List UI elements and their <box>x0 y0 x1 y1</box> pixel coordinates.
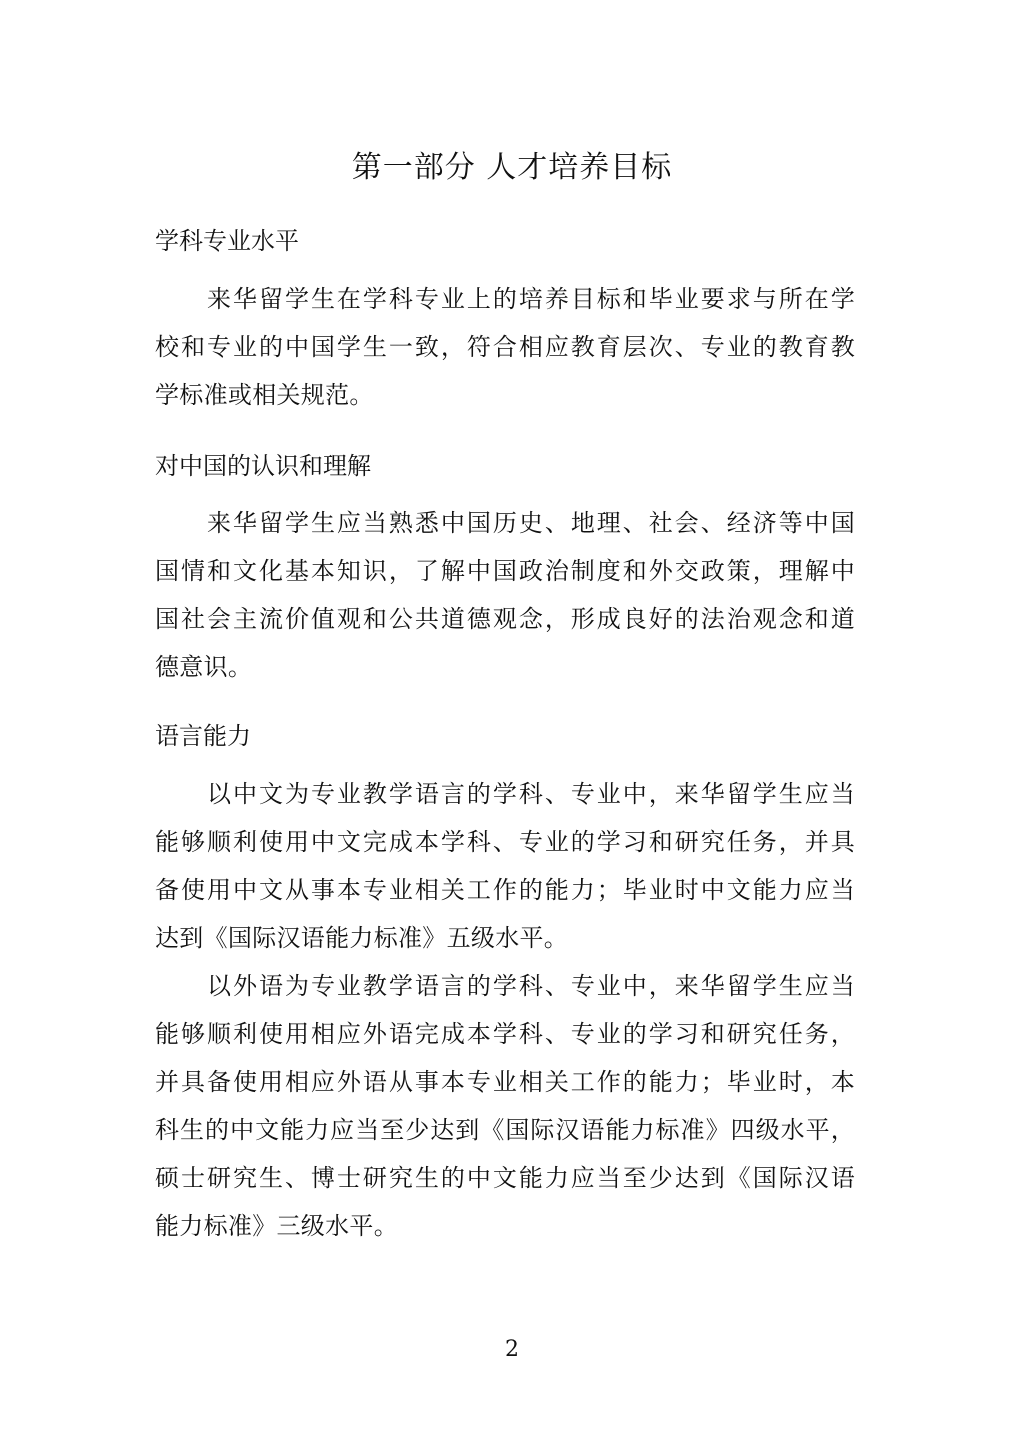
paragraph-line: 能力标准》三级水平。 <box>155 1212 398 1240</box>
paragraph-line: 能够顺利使用相应外语完成本学科、专业的学习和研究任务， <box>155 1020 855 1048</box>
paragraph-line: 能够顺利使用中文完成本学科、专业的学习和研究任务，并具 <box>155 828 855 856</box>
paragraph-line: 国情和文化基本知识，了解中国政治制度和外交政策，理解中 <box>155 557 855 585</box>
paragraph-line: 来华留学生应当熟悉中国历史、地理、社会、经济等中国 <box>207 509 855 537</box>
paragraph-line: 以中文为专业教学语言的学科、专业中，来华留学生应当 <box>207 780 855 808</box>
paragraph-line: 科生的中文能力应当至少达到《国际汉语能力标准》四级水平， <box>155 1116 855 1144</box>
page-title: 第一部分 人才培养目标 <box>351 150 673 185</box>
section-heading-subject-level: 学科专业水平 <box>155 227 299 255</box>
paragraph-line: 德意识。 <box>155 653 253 681</box>
paragraph-line: 学标准或相关规范。 <box>155 381 374 409</box>
paragraph-foreign-language-taught <box>155 969 855 1257</box>
paragraph-line: 硕士研究生、博士研究生的中文能力应当至少达到《国际汉语 <box>155 1164 855 1192</box>
paragraph-understanding-china <box>155 506 855 698</box>
section-heading-language-ability: 语言能力 <box>155 722 251 750</box>
paragraph-line: 校和专业的中国学生一致，符合相应教育层次、专业的教育教 <box>155 333 855 361</box>
paragraph-line: 达到《国际汉语能力标准》五级水平。 <box>155 924 569 952</box>
section-heading-understanding-china: 对中国的认识和理解 <box>155 452 371 480</box>
paragraph-subject-level <box>155 282 855 426</box>
paragraph-chinese-taught <box>155 777 855 969</box>
paragraph-line: 以外语为专业教学语言的学科、专业中，来华留学生应当 <box>207 972 855 1000</box>
paragraph-line: 来华留学生在学科专业上的培养目标和毕业要求与所在学 <box>207 285 855 313</box>
paragraph-line: 备使用中文从事本专业相关工作的能力；毕业时中文能力应当 <box>155 876 855 904</box>
paragraph-line: 国社会主流价值观和公共道德观念，形成良好的法治观念和道 <box>155 605 855 633</box>
page-number: 2 <box>505 1337 519 1362</box>
paragraph-line: 并具备使用相应外语从事本专业相关工作的能力；毕业时，本 <box>155 1068 855 1096</box>
